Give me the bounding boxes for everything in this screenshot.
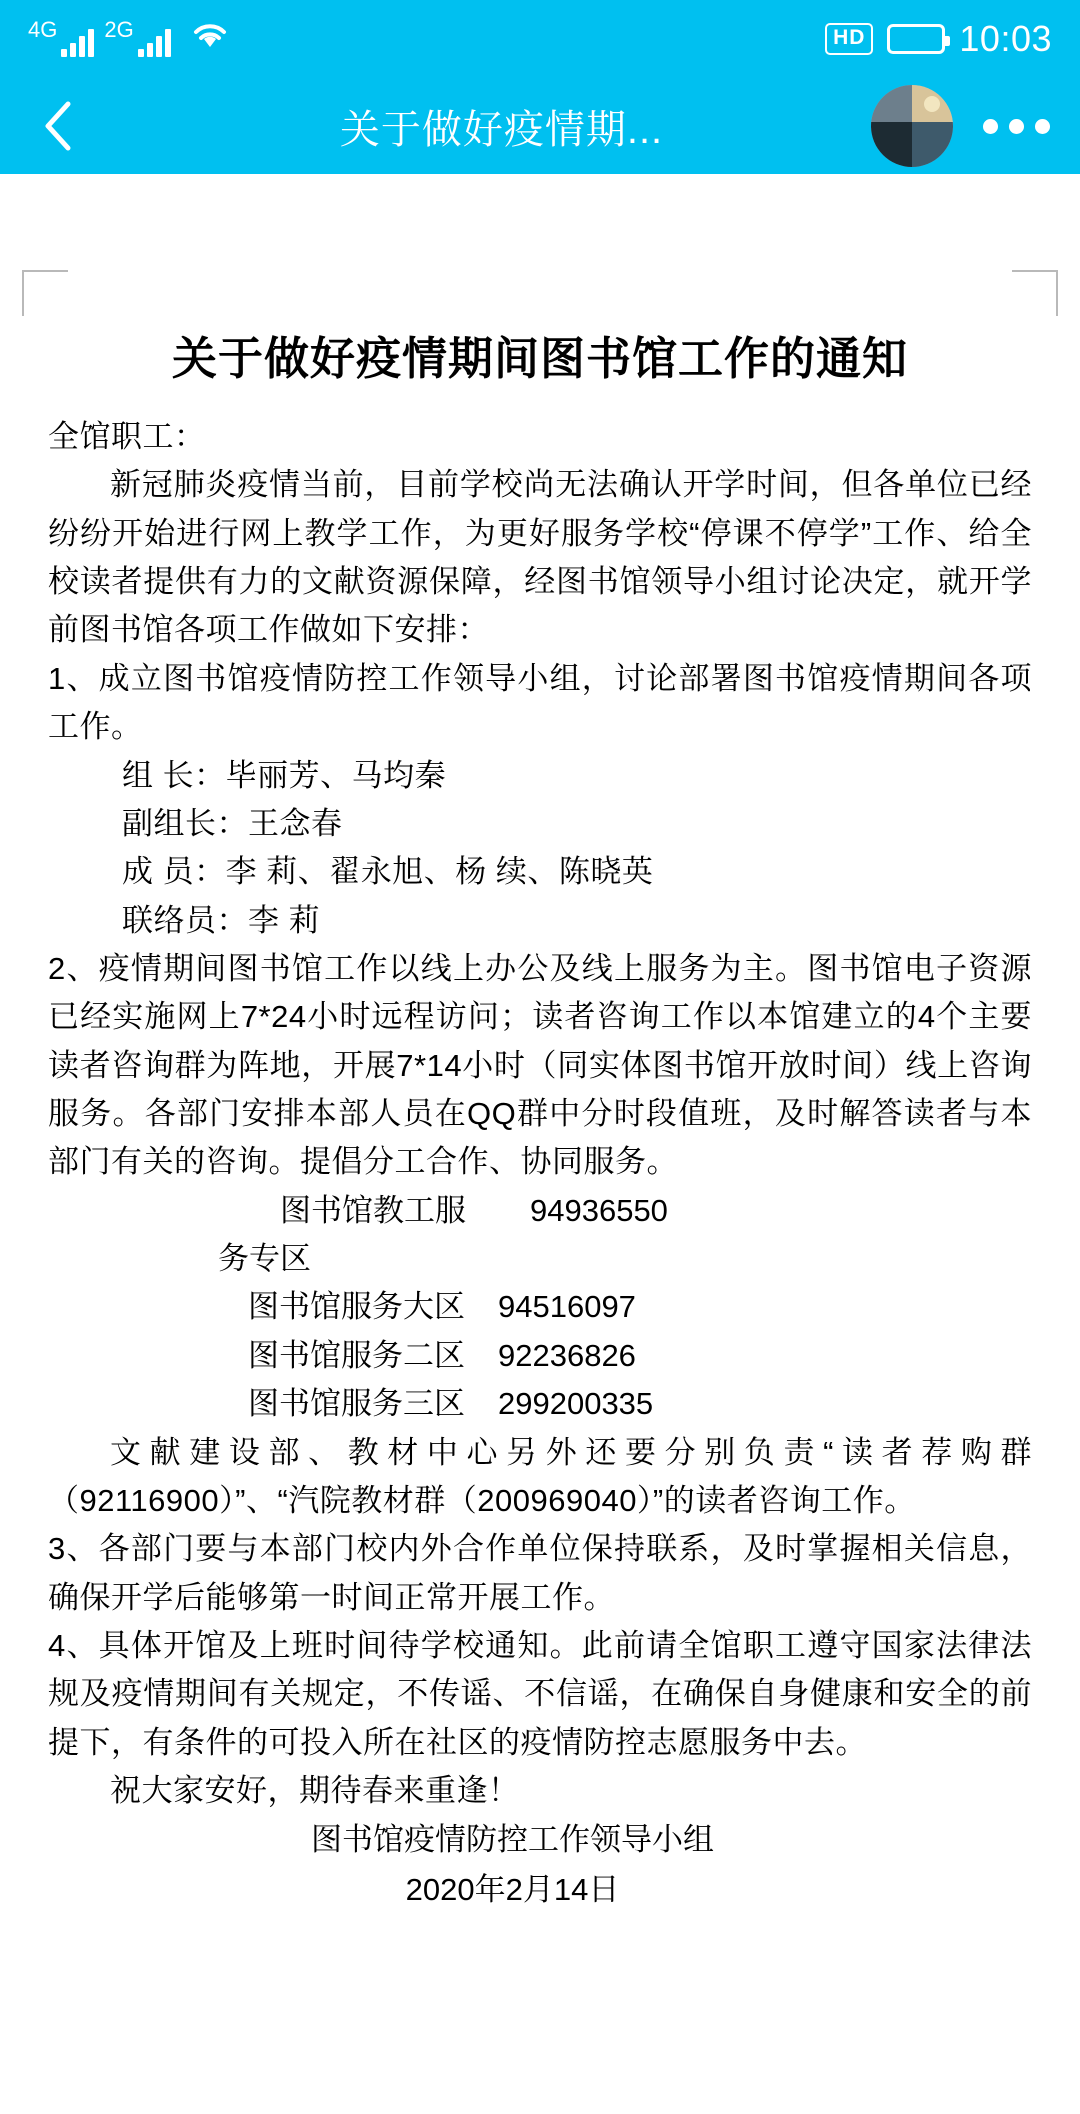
status-bar xyxy=(0,0,1080,78)
signal-2g xyxy=(104,16,170,57)
battery-icon xyxy=(887,24,945,54)
item-1: 1、成立图书馆疫情防控工作领导小组，讨论部署图书馆疫情期间各项工作。 xyxy=(48,660,1032,745)
status-clock: 10:03 xyxy=(959,18,1052,59)
crop-mark-top-left xyxy=(22,270,68,316)
signal-bars-icon-1 xyxy=(61,27,94,57)
back-chevron-icon xyxy=(40,98,74,154)
contact-number: 92236826 xyxy=(498,1337,636,1373)
network-type-label-1: 4G xyxy=(28,16,58,42)
salutation: 全馆职工： xyxy=(48,419,206,454)
page-title: 关于做好疫情期... xyxy=(339,107,664,152)
wifi-icon xyxy=(191,20,229,55)
bottom-navigation-bar xyxy=(0,2052,1080,2114)
crop-mark-top-right xyxy=(1012,270,1058,316)
contact-name: 图书馆服务大区 xyxy=(248,1289,465,1325)
contact-row xyxy=(48,1187,1032,1284)
contact-name: 图书馆服务二区 xyxy=(248,1337,465,1373)
note-paragraph: 文献建设部、教材中心另外还要分别负责“读者荐购群（92116900）”、“汽院教材群（200969040）”的读者咨询工作。 xyxy=(48,1434,1032,1518)
closing-line: 祝大家安好，期待春来重逢！ xyxy=(110,1773,520,1809)
contact-name: 图书馆服务三区 xyxy=(248,1386,465,1422)
network-type-label-2: 2G xyxy=(104,16,134,42)
contact-row xyxy=(48,1332,1032,1380)
document-content xyxy=(40,174,1040,1915)
status-right xyxy=(825,18,1052,60)
signal-bars-icon-2 xyxy=(138,27,171,57)
contact-number: 299200335 xyxy=(498,1386,654,1422)
contact-name: 图书馆教工服务专区 xyxy=(218,1192,466,1277)
document-title: 关于做好疫情期间图书馆工作的通知 xyxy=(171,333,908,384)
contact-number: 94516097 xyxy=(498,1289,636,1325)
contact-number: 94936550 xyxy=(530,1192,668,1228)
more-options-button[interactable] xyxy=(983,119,1050,134)
signal-4g xyxy=(28,16,94,57)
signature: 图书馆疫情防控工作领导小组 xyxy=(311,1822,714,1858)
liaison: 联络员：李 莉 xyxy=(122,902,321,938)
group-members: 成 员：李 莉、翟永旭、杨 续、陈晓英 xyxy=(122,854,654,890)
contact-row xyxy=(48,1283,1032,1331)
hd-badge: HD xyxy=(825,23,873,54)
contact-row xyxy=(48,1380,1032,1428)
deputy-leader: 副组长：王念春 xyxy=(122,805,343,841)
avatar[interactable] xyxy=(871,85,953,167)
status-left xyxy=(28,16,229,57)
item-2: 2、疫情期间图书馆工作以线上办公及线上服务为主。图书馆电子资源已经实施网上7*24小时远程访问；读者咨询工作以本馆建立的4个主要读者咨询群为阵地，开展7*14小时（同实体图书馆开放时间）线上咨询服务。各部门安排本部人员在QQ群中分时段值班，及时解答读者与本部门有关的咨询。提倡分工合作、协同服务。 xyxy=(48,950,1032,1180)
back-button[interactable] xyxy=(22,91,92,161)
item-3: 3、各部门要与本部门校内外合作单位保持联系，及时掌握相关信息，确保开学后能够第一时间正常开展工作。 xyxy=(48,1531,1032,1615)
title-bar xyxy=(0,78,1080,174)
signature-date: 2020年2月14日 xyxy=(405,1872,620,1908)
document-body xyxy=(0,174,1080,2052)
item-4: 4、具体开馆及上班时间待学校通知。此前请全馆职工遵守国家法律法规及疫情期间有关规定，不传谣、不信谣，在确保自身健康和安全的前提下，有条件的可投入所在社区的疫情防控志愿服务中去。 xyxy=(48,1627,1032,1760)
group-leader: 组 长：毕丽芳、马均秦 xyxy=(122,757,447,793)
intro-paragraph: 新冠肺炎疫情当前，目前学校尚无法确认开学时间，但各单位已经纷纷开始进行网上教学工作，为更好服务学校“停课不停学”工作、给全校读者提供有力的文献资源保障，经图书馆领导小组讨论决定，就开学前图书馆各项工作做如下安排： xyxy=(48,467,1032,648)
more-dots-icon xyxy=(983,119,998,134)
